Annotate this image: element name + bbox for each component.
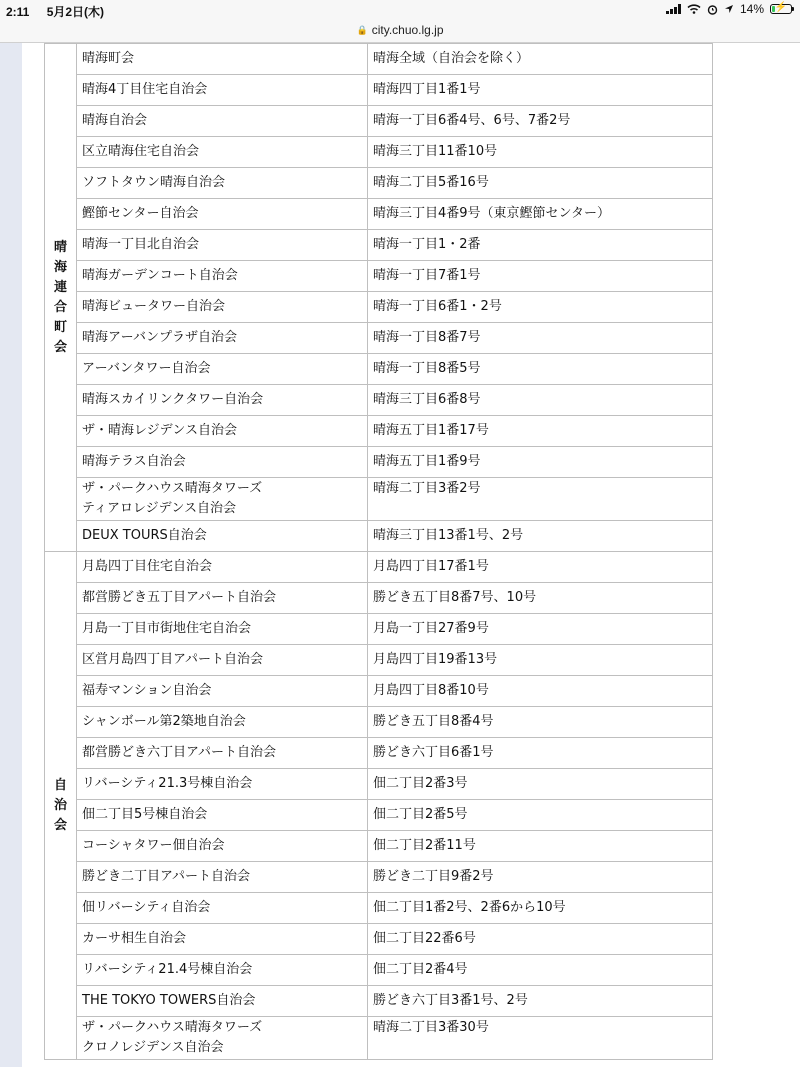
association-name: 都営勝どき五丁目アパート自治会	[82, 590, 276, 605]
address-text: 晴海五丁目1番17号	[373, 423, 489, 438]
association-name-cell	[77, 323, 368, 354]
cellular-signal-icon	[666, 4, 681, 14]
wifi-icon	[687, 4, 701, 14]
association-name-cell	[77, 354, 368, 385]
association-name: THE TOKYO TOWERS自治会	[82, 993, 256, 1008]
table-row	[45, 106, 713, 137]
association-name: 晴海ビュータワー自治会	[82, 299, 226, 314]
group-label-line: 晴海	[53, 239, 67, 275]
association-name: 区営月島四丁目アパート自治会	[82, 652, 263, 667]
address-text: 佃二丁目1番2号、2番6から10号	[373, 900, 566, 915]
address-cell	[368, 831, 713, 862]
address-text: 佃二丁目2番4号	[373, 962, 468, 977]
address-text: 晴海一丁目6番1・2号	[373, 299, 502, 314]
table-row	[45, 137, 713, 168]
address-text: 月島四丁目17番1号	[373, 559, 489, 574]
association-name: 佃リバーシティ自治会	[82, 900, 211, 915]
table-row	[45, 416, 713, 447]
status-bar	[0, 0, 800, 20]
table-row	[45, 955, 713, 986]
charging-bolt-icon: ⚡	[774, 2, 788, 13]
address-text: 晴海三丁目6番8号	[373, 392, 481, 407]
alarm-icon	[707, 4, 718, 15]
association-name-cell	[77, 831, 368, 862]
association-name: リバーシティ21.4号棟自治会	[82, 962, 253, 977]
association-name-cell	[77, 521, 368, 552]
address-cell	[368, 583, 713, 614]
address-cell	[368, 1017, 713, 1060]
address-cell	[368, 521, 713, 552]
table-row	[45, 354, 713, 385]
association-table-wrapper	[44, 43, 713, 1060]
address-text: 晴海一丁目1・2番	[373, 237, 481, 252]
association-name-cell	[77, 676, 368, 707]
address-cell	[368, 354, 713, 385]
table-row	[45, 168, 713, 199]
status-bar-datetime	[6, 3, 104, 20]
address-cell	[368, 106, 713, 137]
association-name-cell	[77, 416, 368, 447]
group-label-line: 会	[53, 817, 67, 833]
association-name: ザ・パークハウス晴海タワーズ	[82, 1020, 263, 1035]
address-text: 晴海一丁目8番5号	[373, 361, 481, 376]
table-row	[45, 645, 713, 676]
association-name-cell	[77, 614, 368, 645]
association-name: 晴海一丁目北自治会	[82, 237, 200, 252]
group-label-cell	[45, 552, 77, 1060]
address-text: 佃二丁目2番3号	[373, 776, 468, 791]
association-name: ティアロレジデンス自治会	[82, 501, 236, 516]
lock-icon: 🔒	[356, 25, 368, 35]
association-name: 晴海自治会	[82, 113, 148, 128]
table-row	[45, 292, 713, 323]
association-name: ザ・パークハウス晴海タワーズ	[82, 481, 263, 496]
association-name-cell	[77, 106, 368, 137]
location-icon	[724, 4, 734, 14]
table-row	[45, 230, 713, 261]
address-cell	[368, 137, 713, 168]
table-row	[45, 676, 713, 707]
association-name-cell	[77, 645, 368, 676]
group-label-cell	[45, 44, 77, 552]
address-text: 晴海五丁目1番9号	[373, 454, 481, 469]
address-text: 晴海四丁目1番1号	[373, 82, 481, 97]
group-label-line: 町会	[53, 319, 67, 355]
status-time: 2:11	[6, 5, 30, 19]
address-text: 勝どき五丁目8番7号、10号	[373, 590, 537, 605]
battery-percent: 14%	[739, 2, 764, 16]
table-row	[45, 986, 713, 1017]
status-date: 5月2日(木)	[46, 5, 105, 19]
table-row	[45, 769, 713, 800]
table-row	[45, 831, 713, 862]
address-text: 晴海二丁目3番30号	[373, 1020, 489, 1035]
address-text: 晴海二丁目3番2号	[373, 481, 481, 496]
address-cell	[368, 862, 713, 893]
association-name-cell	[77, 800, 368, 831]
address-cell	[368, 75, 713, 106]
address-bar[interactable]	[0, 20, 800, 43]
association-name-cell	[77, 924, 368, 955]
table-row	[45, 261, 713, 292]
association-name-cell	[77, 769, 368, 800]
association-name: 晴海4丁目住宅自治会	[82, 82, 208, 97]
association-name-cell	[77, 199, 368, 230]
address-text: 佃二丁目22番6号	[373, 931, 476, 946]
status-bar-indicators	[666, 2, 792, 16]
address-text: 佃二丁目2番11号	[373, 838, 476, 853]
association-name-cell	[77, 447, 368, 478]
address-text: 勝どき六丁目6番1号	[373, 745, 494, 760]
address-cell	[368, 447, 713, 478]
address-cell	[368, 986, 713, 1017]
association-name: ソフトタウン晴海自治会	[82, 175, 226, 190]
association-name: 晴海テラス自治会	[82, 454, 186, 469]
table-row	[45, 75, 713, 106]
address-text: 晴海一丁目6番4号、6号、7番2号	[373, 113, 571, 128]
association-name-cell	[77, 583, 368, 614]
table-row	[45, 707, 713, 738]
address-cell	[368, 323, 713, 354]
table-row	[45, 478, 713, 521]
association-name-cell	[77, 478, 368, 521]
association-name: クロノレジデンス自治会	[82, 1040, 224, 1055]
url-text: city.chuo.lg.jp	[371, 23, 444, 37]
association-name: 区立晴海住宅自治会	[82, 144, 200, 159]
association-name-cell	[77, 862, 368, 893]
association-name-cell	[77, 261, 368, 292]
address-text: 晴海三丁目11番10号	[373, 144, 498, 159]
table-row	[45, 447, 713, 478]
table-row	[45, 862, 713, 893]
address-text: 晴海三丁目13番1号、2号	[373, 528, 524, 543]
address-text: 月島四丁目8番10号	[373, 683, 489, 698]
association-name-cell	[77, 552, 368, 583]
address-text: 晴海全域（自治会を除く）	[373, 51, 530, 66]
association-name: 福寿マンション自治会	[82, 683, 212, 698]
address-cell	[368, 800, 713, 831]
table-row	[45, 583, 713, 614]
association-name: 晴海スカイリンクタワー自治会	[82, 392, 264, 407]
table-row	[45, 323, 713, 354]
association-name: 勝どき二丁目アパート自治会	[82, 869, 250, 884]
table-row	[45, 44, 713, 75]
association-name-cell	[77, 385, 368, 416]
table-row	[45, 800, 713, 831]
address-cell	[368, 614, 713, 645]
address-cell	[368, 292, 713, 323]
address-cell	[368, 168, 713, 199]
address-text: 勝どき六丁目3番1号、2号	[373, 993, 528, 1008]
table-row	[45, 521, 713, 552]
association-name: 晴海ガーデンコート自治会	[82, 268, 238, 283]
group-label-line: 治	[53, 797, 67, 813]
association-name: 都営勝どき六丁目アパート自治会	[82, 745, 276, 760]
group-label-line: 自	[53, 777, 67, 793]
address-text: 晴海一丁目8番7号	[373, 330, 481, 345]
address-cell	[368, 707, 713, 738]
table-row	[45, 614, 713, 645]
address-cell	[368, 738, 713, 769]
association-name: 佃二丁目5号棟自治会	[82, 807, 208, 822]
table-row	[45, 893, 713, 924]
association-name: 月島四丁目住宅自治会	[82, 559, 213, 574]
address-text: 月島四丁目19番13号	[373, 652, 498, 667]
association-name: 晴海町会	[82, 51, 135, 66]
association-name: ザ・晴海レジデンス自治会	[82, 423, 238, 438]
address-text: 晴海一丁目7番1号	[373, 268, 481, 283]
address-cell	[368, 769, 713, 800]
address-text: 勝どき二丁目9番2号	[373, 869, 494, 884]
address-cell	[368, 416, 713, 447]
group-label-line: 連合	[53, 279, 67, 315]
association-name: アーバンタワー自治会	[82, 361, 211, 376]
table-row	[45, 1017, 713, 1060]
association-table	[44, 43, 713, 1060]
address-cell	[368, 924, 713, 955]
association-name: 鰹節センター自治会	[82, 206, 199, 221]
address-cell	[368, 199, 713, 230]
association-name-cell	[77, 230, 368, 261]
association-name: 月島一丁目市街地住宅自治会	[82, 621, 252, 636]
page-left-margin	[0, 43, 22, 1067]
association-name: 晴海アーバンプラザ自治会	[82, 330, 237, 345]
association-name: DEUX TOURS自治会	[82, 528, 207, 543]
association-name-cell	[77, 75, 368, 106]
address-cell	[368, 44, 713, 75]
address-text: 佃二丁目2番5号	[373, 807, 468, 822]
association-name-cell	[77, 168, 368, 199]
battery-icon	[770, 4, 792, 14]
table-row	[45, 385, 713, 416]
association-name-cell	[77, 707, 368, 738]
address-cell	[368, 955, 713, 986]
address-cell	[368, 676, 713, 707]
address-cell	[368, 552, 713, 583]
association-name-cell	[77, 292, 368, 323]
association-name: リバーシティ21.3号棟自治会	[82, 776, 253, 791]
association-name-cell	[77, 893, 368, 924]
address-cell	[368, 893, 713, 924]
association-name-cell	[77, 1017, 368, 1060]
address-cell	[368, 230, 713, 261]
table-row	[45, 552, 713, 583]
association-name: コーシャタワー佃自治会	[82, 838, 225, 853]
table-row	[45, 199, 713, 230]
association-name: カーサ相生自治会	[82, 931, 187, 946]
address-cell	[368, 385, 713, 416]
table-row	[45, 738, 713, 769]
address-cell	[368, 645, 713, 676]
address-text: 勝どき五丁目8番4号	[373, 714, 494, 729]
address-text: 月島一丁目27番9号	[373, 621, 489, 636]
address-cell	[368, 261, 713, 292]
address-text: 晴海二丁目5番16号	[373, 175, 489, 190]
address-cell	[368, 478, 713, 521]
table-row	[45, 924, 713, 955]
association-name-cell	[77, 955, 368, 986]
association-name-cell	[77, 738, 368, 769]
association-name-cell	[77, 44, 368, 75]
association-name-cell	[77, 986, 368, 1017]
association-name: シャンボール第2築地自治会	[82, 714, 246, 729]
address-text: 晴海三丁目4番9号（東京鰹節センター）	[373, 206, 611, 221]
association-name-cell	[77, 137, 368, 168]
